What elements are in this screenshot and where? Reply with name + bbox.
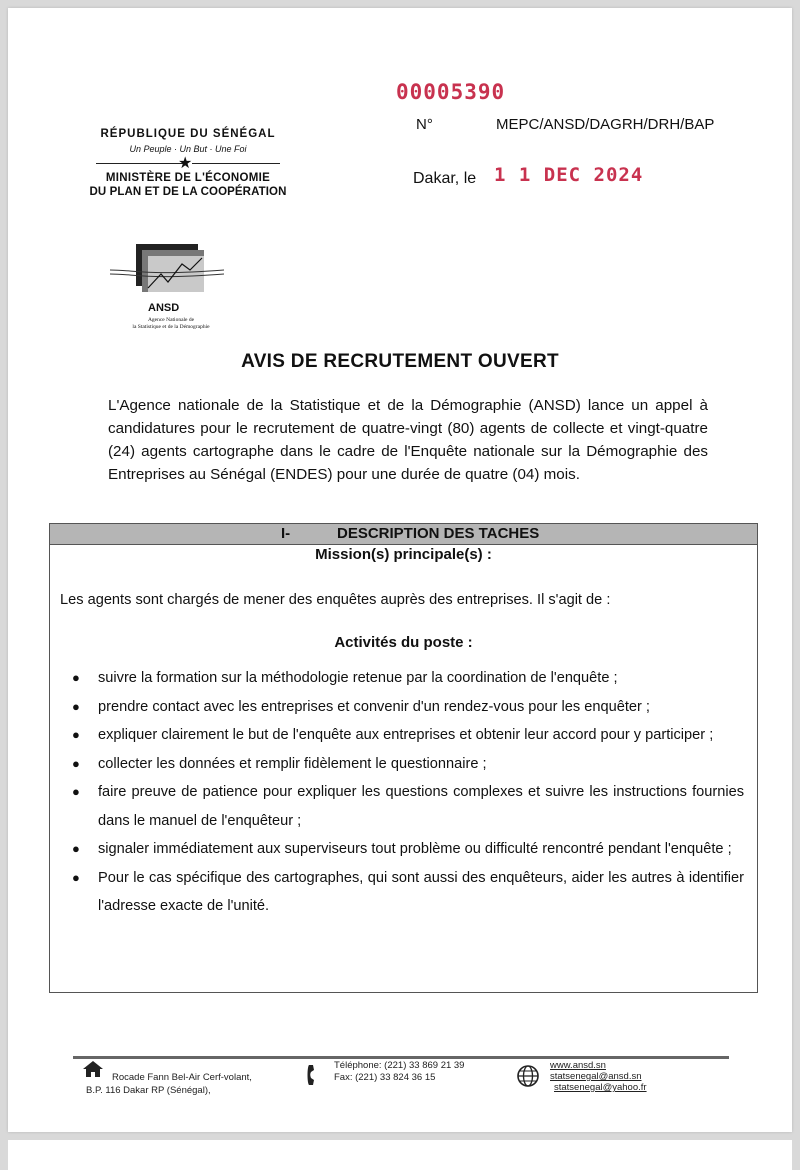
- reference-label: N°: [416, 116, 433, 133]
- activities-heading: Activités du poste :: [334, 634, 473, 651]
- header-divider: [78, 156, 298, 170]
- national-motto: Un Peuple · Un But · Une Foi: [129, 144, 247, 154]
- next-page-edge: [8, 1140, 792, 1170]
- bullet-icon: ●: [72, 727, 80, 742]
- list-item: ● collecter les données et remplir fidèlement le questionnaire ;: [72, 750, 744, 779]
- section-number: I-: [281, 525, 291, 542]
- footer-address-line1: Rocade Fann Bel-Air Cerf-volant,: [112, 1072, 252, 1083]
- list-item: ● prendre contact avec les entreprises et convenir d'un rendez-vous pour les enquêter ;: [72, 693, 744, 722]
- footer-divider: [73, 1056, 729, 1059]
- document-page: [8, 8, 792, 1132]
- date-stamp: 1 1 DEC 2024: [494, 164, 644, 186]
- email-link-1[interactable]: statsenegal@ansd.sn: [550, 1071, 642, 1082]
- ministry-header: [78, 128, 298, 198]
- mission-text: Les agents sont chargés de mener des enquêtes auprès des entreprises. Il s'agit de :: [60, 592, 611, 608]
- list-item: ● signaler immédiatement aux superviseurs tout problème ou difficulté rencontré pendant l'enquête ;: [72, 835, 744, 864]
- logo-subtitle: Agence Nationale de la Statistique et de la Démographie: [132, 317, 210, 330]
- list-item: ● Pour le cas spécifique des cartographes, qui sont aussi des enquêteurs, aider les autres à identifier l'adresse exacte de l'unité.: [72, 864, 744, 921]
- home-icon: [82, 1060, 104, 1083]
- star-icon: ★: [178, 155, 193, 172]
- section-header: [50, 524, 757, 545]
- list-item: ● suivre la formation sur la méthodologie retenue par la coordination de l'enquête ;: [72, 664, 744, 693]
- intro-paragraph: L'Agence nationale de la Statistique et de la Démographie (ANSD) lance un appel à candidatures pour le recrutement de quatre-vingt (80) agents de collecte et vingt-quatre (24) agents cartographe dans le cadre de l'Enquête nationale sur la Démographie des Entreprises au Sénégal (ENDES) pour une durée de quatre (04) mois.: [108, 397, 708, 483]
- ministry-name-line2: DU PLAN ET DE LA COOPÉRATION: [89, 186, 287, 198]
- email-link-2[interactable]: statsenegal@yahoo.fr: [554, 1082, 647, 1093]
- globe-icon: [516, 1064, 540, 1093]
- activities-list: [72, 664, 744, 921]
- footer-address-line2: B.P. 116 Dakar RP (Sénégal),: [86, 1085, 211, 1096]
- website-link[interactable]: www.ansd.sn: [550, 1060, 606, 1071]
- date-label: Dakar, le: [413, 170, 477, 187]
- fax-number: Fax: (221) 33 824 36 15: [334, 1072, 436, 1083]
- footer-contact: [334, 1060, 464, 1084]
- mission-heading: Mission(s) principale(s) :: [315, 546, 492, 563]
- list-item: ● faire preuve de patience pour expliquer les questions complexes et suivre les instructions fournies dans le manuel de l'enquêteur ;: [72, 778, 744, 835]
- bullet-icon: ●: [72, 841, 80, 856]
- footer-web: [550, 1060, 647, 1093]
- logo-acronym: ANSD: [148, 302, 180, 314]
- bullet-icon: ●: [72, 670, 80, 685]
- ansd-logo: [106, 240, 226, 305]
- phone-icon: [306, 1063, 322, 1092]
- notice-title: AVIS DE RECRUTEMENT OUVERT: [241, 351, 559, 372]
- section-title: DESCRIPTION DES TACHES: [337, 525, 540, 542]
- task-description-section: [49, 523, 758, 993]
- bullet-icon: ●: [72, 784, 80, 799]
- reference-value: MEPC/ANSD/DAGRH/DRH/BAP: [496, 116, 715, 133]
- document-number-stamp: 00005390: [396, 80, 506, 104]
- phone-number: Téléphone: (221) 33 869 21 39: [334, 1060, 465, 1071]
- bullet-icon: ●: [72, 755, 80, 771]
- bullet-icon: ●: [72, 698, 80, 714]
- bullet-icon: ●: [72, 869, 80, 885]
- country-name: RÉPUBLIQUE DU SÉNÉGAL: [100, 128, 276, 140]
- ministry-name-line1: MINISTÈRE DE L'ÉCONOMIE: [105, 172, 271, 184]
- list-item: ● expliquer clairement le but de l'enquête aux entreprises et obtenir leur accord pour y participer ;: [72, 721, 744, 750]
